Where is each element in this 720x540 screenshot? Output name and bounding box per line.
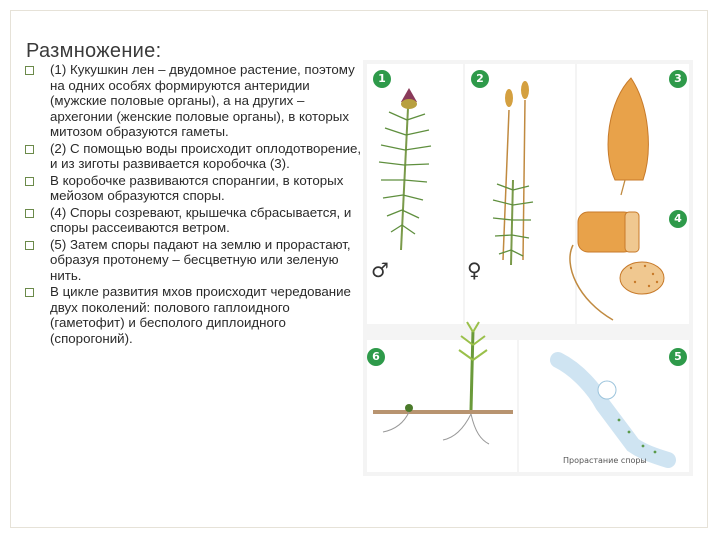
stage-badge-5: 5 xyxy=(669,348,687,366)
male-moss-plant xyxy=(379,88,431,250)
capsule-calyptra xyxy=(608,78,648,195)
square-bullet-icon xyxy=(25,145,34,154)
protonema-filament xyxy=(558,360,668,460)
young-gametophyte xyxy=(373,322,513,444)
bullet-item xyxy=(22,62,362,140)
stage-badge-6: 6 xyxy=(367,348,385,366)
slide-title: Размножение: xyxy=(26,40,162,62)
bullet-text: В цикле развития мхов происходит чередование двух поколений: полового гаплоидного (гаметофит) и бесполого диплоидного (спорогоний). xyxy=(50,284,351,346)
bullet-item xyxy=(22,284,362,346)
square-bullet-icon xyxy=(25,209,34,218)
bullet-text: В коробочке развиваются спорангии, в которых мейозом образуются споры. xyxy=(50,172,344,203)
moss-illustration xyxy=(363,60,693,476)
female-moss-plant xyxy=(493,81,533,265)
square-bullet-icon xyxy=(25,66,34,75)
stage-badge-4: 4 xyxy=(669,210,687,228)
square-bullet-icon xyxy=(25,241,34,250)
square-bullet-icon xyxy=(25,288,34,297)
female-symbol-icon: ♀ xyxy=(467,258,482,282)
bullet-item xyxy=(22,237,362,284)
bullet-text: (2) С помощью воды происходит оплодотворение, и из зиготы развивается коробочка (3). xyxy=(50,140,362,171)
stage-badge-1: 1 xyxy=(373,70,391,88)
square-bullet-icon xyxy=(25,177,34,186)
bullet-text: (1) Кукушкин лен – двудомное растение, поэтому на одних особях формируются антеридии (мужские половые органы), а на других – архегонии (женские половые органы), в которых митозом образуются гаметы. xyxy=(50,62,355,139)
open-capsule xyxy=(570,212,664,320)
moss-life-cycle-figure xyxy=(363,60,693,476)
bullet-item xyxy=(22,205,362,236)
male-symbol-icon: ♂ xyxy=(371,258,389,282)
bullet-item xyxy=(22,173,362,204)
bullet-item xyxy=(22,141,362,172)
bullet-text: (5) Затем споры падают на землю и прорастают, образуя протонему – бесцветную или зеленую нить. xyxy=(50,236,351,283)
stage-badge-2: 2 xyxy=(471,70,489,88)
bullet-text: (4) Споры созревают, крышечка сбрасывается, и споры рассеиваются ветром. xyxy=(50,204,352,235)
bullet-list xyxy=(22,62,362,346)
stage-badge-3: 3 xyxy=(669,70,687,88)
figure-caption: Прорастание споры xyxy=(563,456,647,465)
